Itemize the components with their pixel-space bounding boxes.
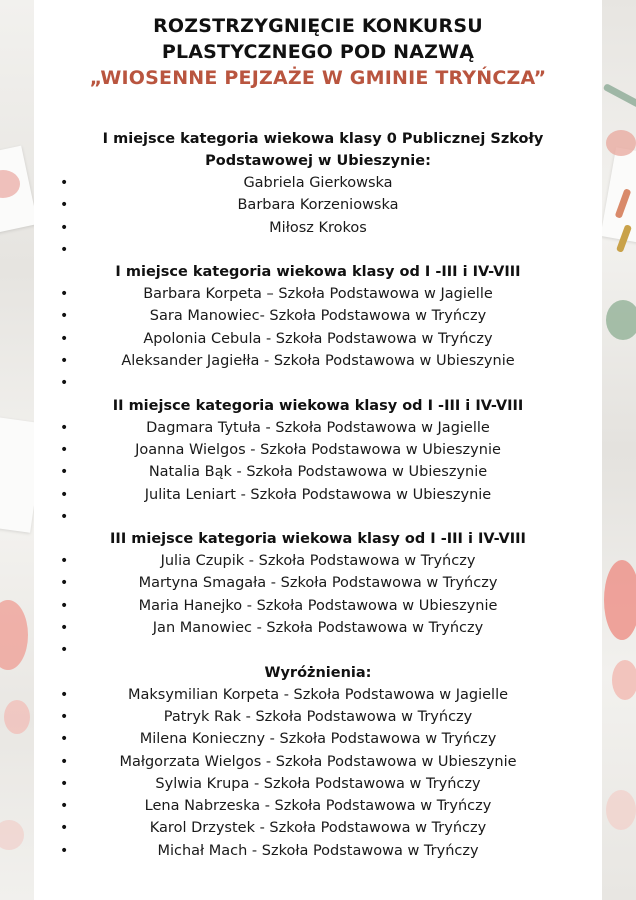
section-ii-miejsce — [34, 395, 602, 528]
bullet-icon: • — [60, 798, 69, 815]
flower-decoration — [606, 300, 636, 340]
winner-entry: Apolonia Cebula - Szkoła Podstawowa w Tryńczy — [143, 330, 493, 347]
left-decorative-background — [0, 0, 34, 900]
bullet-icon: • — [60, 686, 69, 703]
section-kategoria-0 — [34, 128, 602, 261]
list-item — [34, 840, 602, 862]
section-title: III miejsce kategoria wiekowa klasy od I -III i IV-VIII — [110, 531, 526, 548]
bullet-icon: • — [60, 441, 69, 458]
bullet-icon: • — [60, 642, 69, 659]
list-item — [34, 305, 602, 327]
right-decorative-background — [602, 0, 636, 900]
flower-decoration — [0, 600, 28, 670]
list-item — [34, 706, 602, 728]
list-item — [34, 172, 602, 194]
pencil-decoration — [603, 83, 636, 108]
bullet-icon: • — [60, 197, 69, 214]
list-item — [34, 350, 602, 372]
bullet-icon: • — [60, 241, 69, 258]
bullet-icon: • — [60, 575, 69, 592]
list-item — [34, 817, 602, 839]
winner-entry: Gabriela Gierkowska — [243, 175, 393, 191]
header-title-line-2: PLASTYCZNEGO POD NAZWĄ — [161, 41, 475, 63]
bullet-icon: • — [60, 219, 69, 236]
section-title: I miejsce kategoria wiekowa klasy 0 Publicznej Szkoły — [102, 131, 544, 147]
winner-entry: Sylwia Krupa - Szkoła Podstawowa w Tryńczy — [155, 775, 481, 792]
list-item — [34, 417, 602, 439]
winner-entry: Julia Czupik - Szkoła Podstawowa w Tryńczy — [160, 553, 476, 570]
bullet-icon: • — [60, 419, 69, 436]
section-wyroznienia — [34, 662, 602, 862]
bullet-icon: • — [60, 508, 69, 525]
list-item — [34, 328, 602, 350]
list-item — [34, 439, 602, 461]
list-item — [34, 283, 602, 305]
list-item — [34, 751, 602, 773]
bullet-icon: • — [60, 553, 69, 570]
bullet-icon: • — [60, 731, 69, 748]
winner-entry: Miłosz Krokos — [269, 219, 367, 236]
list-item — [34, 484, 602, 506]
bullet-icon: • — [60, 597, 69, 614]
winner-entry: Martyna Smagała - Szkoła Podstawowa w Tryńczy — [138, 575, 498, 592]
winner-entry: Milena Konieczny - Szkoła Podstawowa w Tryńczy — [139, 731, 497, 748]
winner-entry: Michał Mach - Szkoła Podstawowa w Tryńczy — [157, 842, 479, 859]
list-item — [34, 572, 602, 594]
bullet-icon: • — [60, 175, 69, 191]
winner-entry: Julita Leniart - Szkoła Podstawowa w Ubieszynie — [144, 486, 492, 503]
list-item — [34, 194, 602, 216]
bullet-icon: • — [60, 820, 69, 837]
bullet-icon: • — [60, 775, 69, 792]
bullet-icon: • — [60, 286, 69, 303]
winner-entry: Małgorzata Wielgos - Szkoła Podstawowa w Ubieszynie — [119, 753, 517, 770]
bullet-icon: • — [60, 353, 69, 370]
winner-entry: Maria Hanejko - Szkoła Podstawowa w Ubieszynie — [138, 597, 498, 614]
list-item — [34, 550, 602, 572]
winner-entry: Sara Manowiec- Szkoła Podstawowa w Tryńczy — [149, 308, 487, 325]
document-page — [34, 0, 602, 900]
bullet-icon: • — [60, 464, 69, 481]
list-item — [34, 217, 602, 239]
winner-entry: Karol Drzystek - Szkoła Podstawowa w Tryńczy — [149, 820, 487, 837]
winner-entry: Patryk Rak - Szkoła Podstawowa w Tryńczy — [163, 708, 473, 725]
list-item — [34, 684, 602, 706]
winner-entry: Lena Nabrzeska - Szkoła Podstawowa w Tryńczy — [144, 798, 492, 815]
list-item — [34, 461, 602, 483]
bullet-icon: • — [60, 842, 69, 859]
flower-decoration — [606, 130, 636, 156]
list-item-empty — [34, 639, 602, 661]
section-title: Wyróżnienia: — [264, 664, 372, 681]
bullet-icon: • — [60, 708, 69, 725]
header-title-line-1: ROZSTRZYGNIĘCIE KONKURSU — [153, 15, 483, 37]
flower-decoration — [604, 560, 636, 640]
section-i-miejsce — [34, 261, 602, 394]
list-item — [34, 617, 602, 639]
list-item — [34, 773, 602, 795]
results-list — [34, 128, 602, 862]
section-title: II miejsce kategoria wiekowa klasy od I -III i IV-VIII — [112, 397, 524, 414]
document-header — [34, 0, 602, 91]
list-item — [34, 795, 602, 817]
winner-entry: Natalia Bąk - Szkoła Podstawowa w Ubieszynie — [148, 464, 488, 481]
list-item — [34, 595, 602, 617]
section-iii-miejsce — [34, 528, 602, 661]
list-item-empty — [34, 239, 602, 261]
winner-entry: Barbara Korpeta – Szkoła Podstawowa w Jagielle — [143, 286, 493, 303]
winner-entry: Dagmara Tytuła - Szkoła Podstawowa w Jagielle — [146, 419, 490, 436]
list-item — [34, 728, 602, 750]
list-item-empty — [34, 506, 602, 528]
list-item-empty — [34, 372, 602, 394]
winner-entry: Maksymilian Korpeta - Szkoła Podstawowa w Jagielle — [127, 686, 509, 703]
header-contest-name: „WIOSENNE PEJZAŻE W GMINIE TRYŃCZA” — [89, 67, 547, 89]
winner-entry: Joanna Wielgos - Szkoła Podstawowa w Ubieszynie — [135, 441, 501, 458]
section-title: I miejsce kategoria wiekowa klasy od I -III i IV-VIII — [115, 264, 521, 281]
winner-entry: Jan Manowiec - Szkoła Podstawowa w Tryńczy — [152, 620, 484, 637]
winner-entry: Aleksander Jagiełła - Szkoła Podstawowa w Ubieszynie — [121, 353, 515, 370]
bullet-icon: • — [60, 330, 69, 347]
bullet-icon: • — [60, 308, 69, 325]
section-title-continued: Podstawowej w Ubieszynie: — [205, 153, 431, 169]
bullet-icon: • — [60, 486, 69, 503]
bullet-icon: • — [60, 753, 69, 770]
winner-entry: Barbara Korzeniowska — [237, 197, 399, 214]
bullet-icon: • — [60, 375, 69, 392]
bullet-icon: • — [60, 620, 69, 637]
